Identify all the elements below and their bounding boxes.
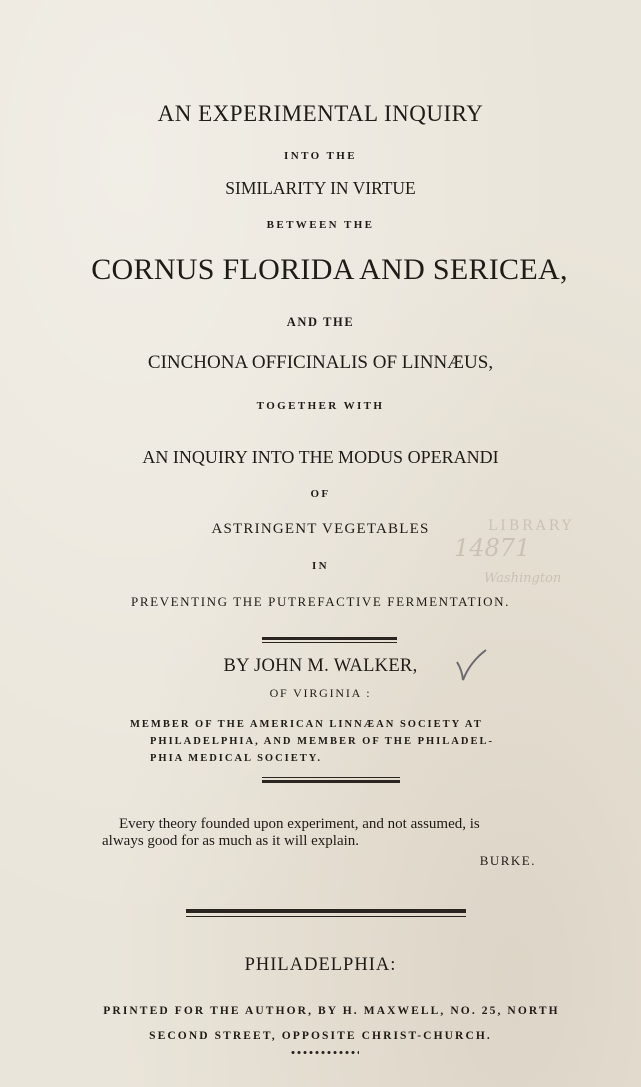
author-membership (130, 716, 550, 767)
title-line-4: BETWEEN THE (266, 219, 375, 231)
library-stamp (440, 512, 600, 592)
imprint-line-2: SECOND STREET, OPPOSITE CHRIST-CHURCH. (149, 1030, 492, 1042)
imprint-line-1: PRINTED FOR THE AUTHOR, BY H. MAXWELL, NO. 25, NORTH (103, 1005, 560, 1017)
title-line-3: SIMILARITY IN VIRTUE (225, 178, 416, 198)
svg-text:LIBRARY: LIBRARY (488, 518, 575, 534)
dotted-ornament (290, 1050, 359, 1055)
epigraph-attribution: BURKE. (479, 853, 536, 868)
divider-rule-3b (186, 916, 466, 917)
svg-text:14871: 14871 (454, 534, 531, 562)
membership-line-3: PHIA MEDICAL SOCIETY. (150, 753, 323, 764)
title-line-9: AN INQUIRY INTO THE MODUS OPERANDI (142, 447, 499, 467)
membership-line-1: MEMBER OF THE AMERICAN LINNÆAN SOCIETY AT (130, 719, 483, 730)
title-line-8: TOGETHER WITH (256, 400, 385, 412)
epigraph-line-1: Every theory founded upon experiment, and not assumed, is (119, 816, 480, 832)
title-line-10: OF (310, 488, 331, 500)
title-line-6: AND THE (286, 315, 355, 329)
author-origin: OF VIRGINIA : (269, 686, 372, 700)
title-line-2: INTO THE (284, 150, 357, 162)
epigraph (102, 816, 572, 869)
imprint-city: PHILADELPHIA: (244, 955, 397, 975)
author-name: BY JOHN M. WALKER, (223, 656, 418, 676)
divider-rule-1b (262, 642, 397, 643)
checkmark-icon (454, 648, 488, 682)
divider-rule-1 (262, 637, 397, 640)
title-line-13: PREVENTING THE PUTREFACTIVE FERMENTATION. (131, 594, 510, 609)
svg-text:Washington: Washington (484, 571, 562, 586)
epigraph-line-2: always good for as much as it will explain. (102, 833, 360, 849)
title-line-5: CORNUS FLORIDA AND SERICEA, (91, 253, 568, 286)
divider-rule-3 (186, 909, 466, 913)
title-line-7: CINCHONA OFFICINALIS OF LINNÆUS, (147, 352, 494, 373)
membership-line-2: PHILADELPHIA, AND MEMBER OF THE PHILADEL- (150, 736, 494, 747)
divider-rule-2 (262, 777, 400, 778)
title-line-1: AN EXPERIMENTAL INQUIRY (157, 101, 484, 126)
title-line-12: IN (311, 560, 330, 572)
title-line-11: ASTRINGENT VEGETABLES (211, 521, 430, 537)
divider-rule-2b (262, 780, 400, 783)
